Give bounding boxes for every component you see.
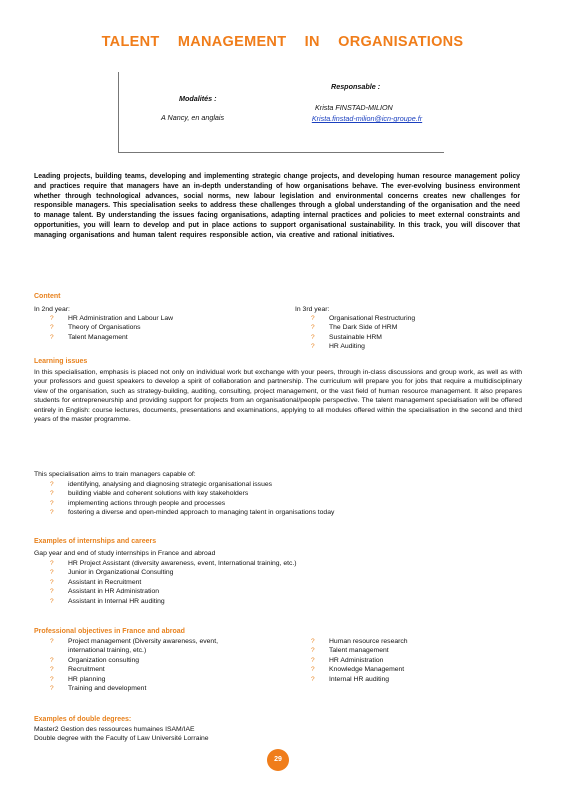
double-degree-item: Master2 Gestion des ressources humaines ISAM/IAE — [34, 726, 195, 733]
bullet-icon: ? — [50, 315, 54, 322]
list-item: ? HR Administration — [311, 656, 384, 664]
list-item: ? fostering a diverse and open-minded approach to managing talent in organisations today — [50, 509, 335, 517]
list-item: ? Assistant in HR Administration — [50, 588, 160, 596]
list-item: ? Theory of Organisations — [50, 324, 141, 332]
objectives-left-list — [34, 637, 254, 693]
list-item: ? HR Administration and Labour Law — [50, 315, 174, 322]
list-item: ? HR Project Assistant (diversity awareness, event, International training, etc.) — [50, 560, 297, 567]
list-item: ? building viable and coherent solutions with key stakeholders — [50, 490, 249, 498]
objectives-right-list — [295, 637, 515, 684]
bullet-icon: ? — [311, 343, 315, 351]
page-title: TALENT MANAGEMENT IN ORGANISATIONS — [101, 34, 464, 50]
bullet-icon: ? — [311, 666, 315, 674]
bullet-icon: ? — [50, 588, 54, 596]
list-item: ? Project management (Diversity awareness, event, international training, etc.) — [50, 638, 218, 655]
list-item: ? The Dark Side of HRM — [311, 324, 398, 332]
bullet-icon: ? — [311, 324, 315, 332]
list-item: ? implementing actions through people and processes — [50, 499, 226, 507]
bullet-icon: ? — [311, 315, 315, 322]
responsable-name: Krista FINSTAD-MILION — [315, 103, 393, 112]
bullet-icon: ? — [50, 597, 54, 605]
aims-list — [34, 480, 514, 518]
list-item: ? Assistant in Internal HR auditing — [50, 597, 165, 605]
bullet-icon: ? — [50, 675, 54, 683]
bullet-icon: ? — [50, 481, 54, 488]
list-item: ? Sustainable HRM — [311, 333, 382, 341]
bullet-icon: ? — [50, 499, 54, 507]
modalites-value: A Nancy, en anglais — [161, 113, 225, 122]
list-item: ? Organisational Restructuring — [311, 315, 416, 322]
bullet-icon: ? — [50, 656, 54, 664]
responsable-label: Responsable : — [331, 82, 381, 91]
responsable-email-link[interactable]: Krista.finstad-milion@icn-groupe.fr — [311, 114, 423, 123]
bullet-icon: ? — [50, 333, 54, 341]
content-heading: Content — [34, 293, 61, 300]
list-item: ? Junior in Organizational Consulting — [50, 569, 174, 577]
learning-paragraph: In this specialisation, emphasis is placed not only on individual work but exchange with your peers, through in-class discussions and group work, as well as with your professors and guest speakers to develop a spirit of collaboration and partnership. The curriculum will prepare you for jobs that require a multidisciplinary view of the organisation, such as strategy-building, auditing, consulting, project management, or the vast field of human resource management. It also prepares students for entrepreneurship and providing support for projects from an organisational/people perspective. The talent management specialisation will be offered entirely in English: course lectures, documents, presentations and examinations, applying to all modules offered within the specialisation in the second and third years of the master programme. — [34, 369, 522, 424]
bullet-icon: ? — [50, 560, 54, 567]
internships-list — [34, 559, 514, 606]
bullet-icon: ? — [311, 656, 315, 664]
intro-paragraph: Leading projects, building teams, developing and implementing strategic change projects, and developing human resource management policy and practices require that managers have an in-depth understanding of how organisations behave. The ever-evolving business environment whether through technological advances, social norms, new labour legislation and environmental concerns creates new challenges for responsible managers. This specialisation seeks to address these challenges through a global understanding of the organisation and the need to manage talent. By understanding the issues facing organisations, adapting internal practices and policies to meet external constraints and opportunities, you will learn to develop and put in place actions to support organisational sustainability. In this track, you will discover that managing organisations and human talent requires responsible action, via creative and rational initiatives. — [34, 173, 520, 239]
list-item: ? Organization consulting — [50, 656, 140, 664]
bullet-icon: ? — [311, 647, 315, 655]
list-item: ? HR Auditing — [311, 343, 365, 351]
bullet-icon: ? — [311, 675, 315, 683]
double-degrees-heading: Examples of double degrees: — [34, 716, 132, 723]
year3-label: In 3rd year: — [295, 306, 330, 313]
bullet-icon: ? — [50, 666, 54, 674]
double-degree-item: Double degree with the Faculty of Law Université Lorraine — [34, 735, 209, 742]
bullet-icon: ? — [50, 509, 54, 517]
list-item: ? Training and development — [50, 685, 147, 693]
bullet-icon: ? — [311, 638, 315, 645]
bullet-icon: ? — [50, 324, 54, 332]
list-item: ? Talent management — [311, 647, 389, 655]
list-item: ? Knowledge Management — [311, 666, 405, 674]
bullet-icon: ? — [311, 333, 315, 341]
year2-list — [34, 314, 284, 342]
aims-intro: This specialisation aims to train managers capable of: — [34, 471, 196, 478]
bullet-icon: ? — [50, 569, 54, 577]
learning-heading: Learning issues — [34, 358, 88, 365]
objectives-heading: Professional objectives in France and abroad — [34, 628, 185, 635]
bullet-icon: ? — [50, 578, 54, 586]
internships-heading: Examples of internships and careers — [34, 538, 157, 545]
internships-intro: Gap year and end of study internships in France and abroad — [34, 550, 216, 557]
list-item: ? HR planning — [50, 675, 106, 683]
list-item: ? identifying, analysing and diagnosing strategic organisational issues — [50, 481, 273, 488]
list-item: ? Human resource research — [311, 638, 408, 645]
bullet-icon: ? — [50, 638, 54, 645]
bullet-icon: ? — [50, 490, 54, 498]
year2-label: In 2nd year: — [34, 306, 70, 313]
list-item: ? Assistant in Recruitment — [50, 578, 142, 586]
page-number-badge: 29 — [267, 749, 289, 771]
list-item: ? Internal HR auditing — [311, 675, 390, 683]
bullet-icon: ? — [50, 685, 54, 693]
modalites-label: Modalités : — [179, 94, 217, 103]
list-item: ? Recruitment — [50, 666, 105, 674]
info-box — [118, 72, 444, 153]
list-item: ? Talent Management — [50, 333, 128, 341]
year3-list — [295, 314, 515, 352]
